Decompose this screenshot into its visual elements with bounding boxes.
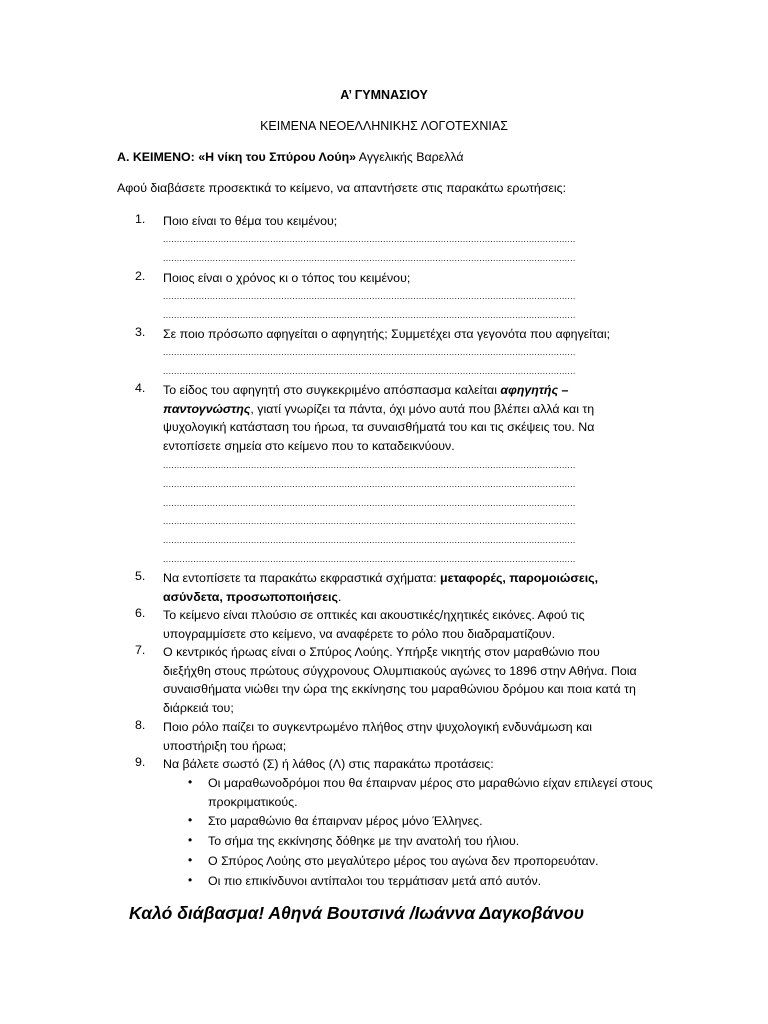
question-number: 9. [135, 755, 146, 769]
answer-line[interactable]: ...................................................................................................................................................... [163, 535, 576, 545]
bullet-icon: • [188, 873, 193, 887]
bullet-icon: • [188, 775, 193, 789]
answer-line[interactable]: ...................................................................................................................................................... [163, 234, 576, 244]
emphasis-narrator: αφηγητής – παντογνώστης [163, 383, 569, 416]
question-number: 1. [135, 212, 146, 226]
question-number: 2. [135, 269, 146, 283]
question-text: Ο κεντρικός ήρωας είναι ο Σπύρος Λούης. Υπήρξε νικητής στον μαραθώνιο που διεξήχθη στους πρώτους σύγχρονους Ολυμπιακούς αγώνες το 1896 στην Αθήνα. Ποια συναισθήματα νιώθει την ώρα της εκκίνησης του μαραθώνιου δρόμου και ποια κατά τη διάρκειά του; [163, 645, 637, 715]
text-author: Αγγελικής Βαρελλά [356, 150, 464, 164]
statement-item: Το σήμα της εκκίνησης δόθηκε με την ανατολή του ήλιου. [208, 834, 520, 848]
answer-line[interactable]: ...................................................................................................................................................... [163, 498, 576, 508]
question-number: 3. [135, 325, 146, 339]
question-number: 5. [135, 569, 146, 583]
question-text: Σε ποιο πρόσωπο αφηγείται ο αφηγητής; Συμμετέχει στα γεγονότα που αφηγείται; [163, 327, 611, 341]
answer-line[interactable]: ...................................................................................................................................................... [163, 460, 576, 470]
answer-line[interactable]: ...................................................................................................................................................... [163, 253, 576, 263]
text-label: Α. ΚΕΙΜΕΝΟ: «Η νίκη του Σπύρου Λούη» [117, 150, 357, 164]
question-number: 4. [135, 381, 146, 395]
question-text: Το κείμενο είναι πλούσιο σε οπτικές και ακουστικές/ηχητικές εικόνες. Αφού τις υπογραμμίσετε στο κείμενο, να αναφέρετε το ρόλο που διαδραματίζουν. [163, 608, 585, 641]
answer-line[interactable]: ...................................................................................................................................................... [163, 310, 576, 320]
question-text: Να βάλετε σωστό (Σ) ή λάθος (Λ) στις παρακάτω προτάσεις: [163, 757, 494, 771]
instruction: Αφού διαβάσετε προσεκτικά το κείμενο, να απαντήσετε στις παρακάτω ερωτήσεις: [117, 181, 567, 195]
question-number: 8. [135, 718, 146, 732]
question-text: Ποιος είναι ο χρόνος κι ο τόπος του κειμένου; [163, 271, 411, 285]
question-text: Το είδος του αφηγητή στο συγκεκριμένο απόσπασμα καλείται αφηγητής – παντογνώστης, γιατί γνωρίζει τα πάντα, όχι μόνο αυτά που βλέπει αλλά και τη ψυχολογική κατάσταση του ήρωα, τα συναισθήματά του και τις σκέψεις του. Να εντοπίσετε σημεία στο κείμενο που το καταδεικνύουν. [163, 383, 595, 453]
bullet-icon: • [188, 813, 193, 827]
signature: Καλό διάβασμα! Αθηνά Βουτσινά /Ιωάννα Δαγκοβάνου [129, 903, 585, 923]
question-text: Να εντοπίσετε τα παρακάτω εκφραστικά σχήματα: μεταφορές, παρομοιώσεις, ασύνδετα, προσωποποιήσεις. [163, 571, 599, 604]
bullet-icon: • [188, 853, 193, 867]
statement-item: Οι μαραθωνοδρόμοι που θα έπαιρναν μέρος στο μαραθώνιο είχαν επιλεγεί στους προκριματικούς. [208, 776, 653, 809]
text-heading [117, 150, 464, 164]
answer-line[interactable]: ...................................................................................................................................................... [163, 347, 576, 357]
answer-line[interactable]: ...................................................................................................................................................... [163, 291, 576, 301]
question-number: 7. [135, 643, 146, 657]
question-number: 6. [135, 606, 146, 620]
subject-title: ΚΕΙΜΕΝΑ ΝΕΟΕΛΛΗΝΙΚΗΣ ΛΟΓΟΤΕΧΝΙΑΣ [260, 119, 508, 133]
answer-line[interactable]: ...................................................................................................................................................... [163, 516, 576, 526]
question-text: Ποιο ρόλο παίζει το συγκεντρωμένο πλήθος στην ψυχολογική ενδυνάμωση και υποστήριξη του ήρωα; [163, 720, 593, 753]
question-text: Ποιο είναι το θέμα του κειμένου; [163, 214, 338, 228]
answer-line[interactable]: ...................................................................................................................................................... [163, 479, 576, 489]
statement-item: Ο Σπύρος Λούης στο μεγαλύτερο μέρος του αγώνα δεν προπορευόταν. [208, 854, 599, 868]
grade-title: Α’ ΓΥΜΝΑΣΙΟΥ [340, 88, 428, 102]
answer-line[interactable]: ...................................................................................................................................................... [163, 554, 576, 564]
statement-item: Οι πιο επικίνδυνοι αντίπαλοι του τερμάτισαν μετά από αυτόν. [208, 874, 542, 888]
emphasis-figures: μεταφορές, παρομοιώσεις, ασύνδετα, προσωποποιήσεις [163, 571, 599, 604]
statement-item: Στο μαραθώνιο θα έπαιρναν μέρος μόνο Έλληνες. [208, 814, 483, 828]
bullet-icon: • [188, 833, 193, 847]
answer-line[interactable]: ...................................................................................................................................................... [163, 366, 576, 376]
